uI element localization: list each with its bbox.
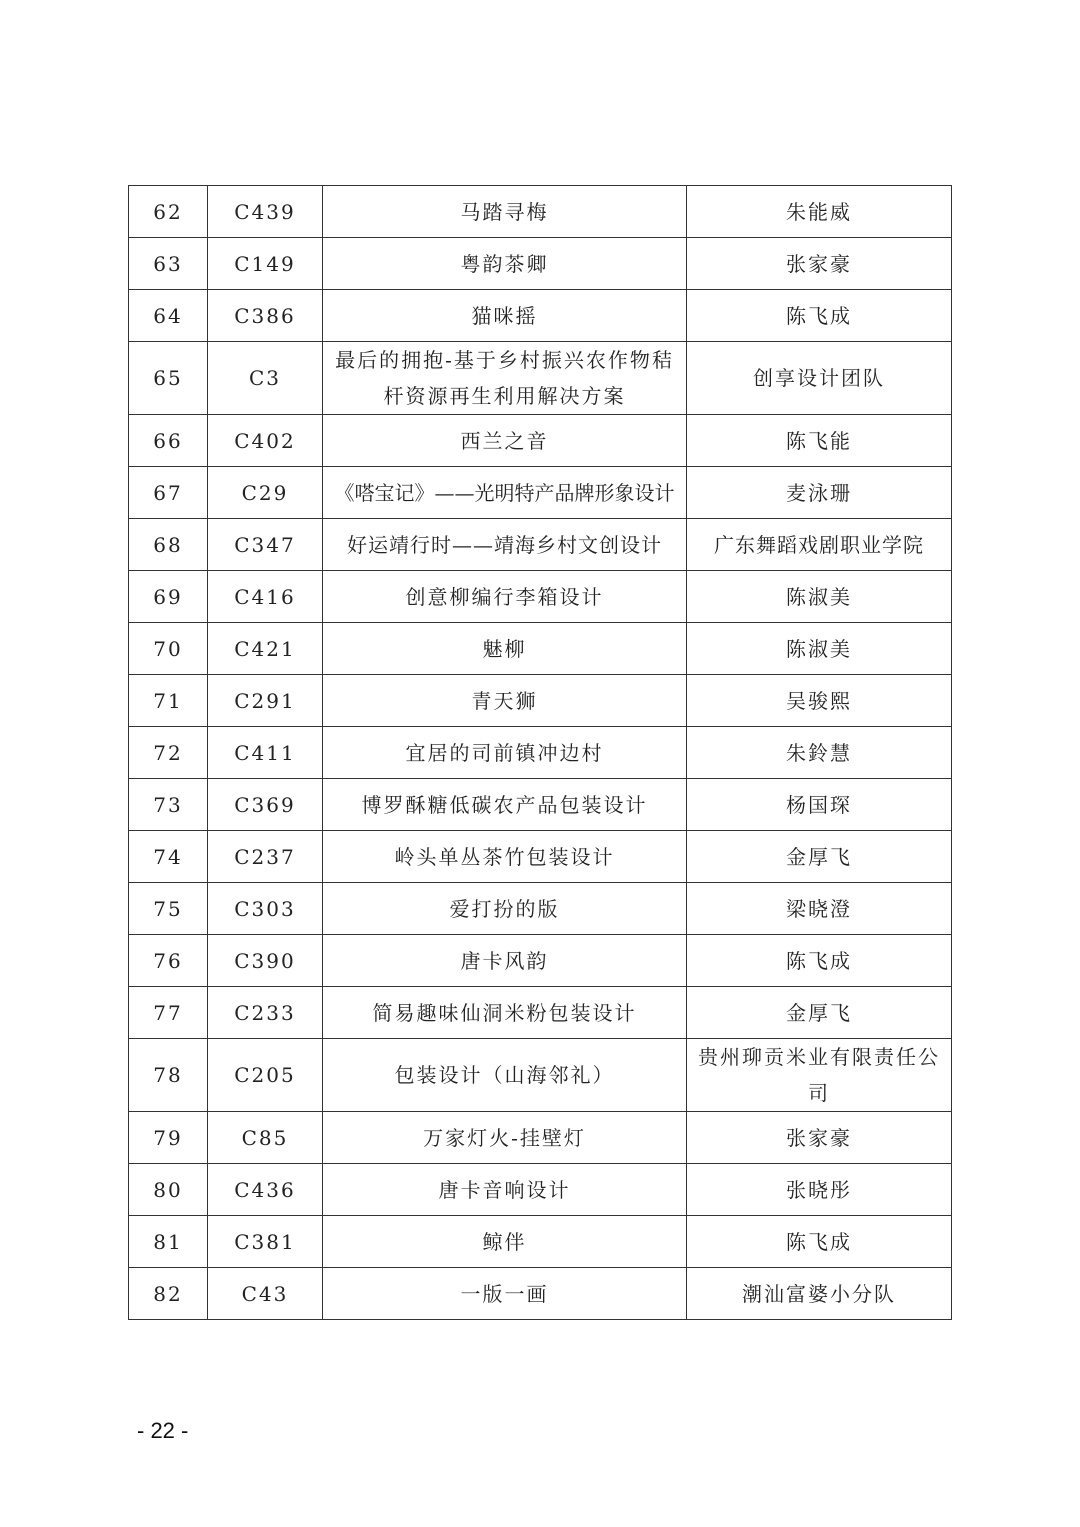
row-number-cell: 69 xyxy=(129,571,208,623)
row-number-cell: 70 xyxy=(129,623,208,675)
author-cell: 陈飞成 xyxy=(687,290,952,342)
work-title-cell: 西兰之音 xyxy=(323,415,687,467)
table-row xyxy=(129,571,952,623)
author-cell: 陈飞能 xyxy=(687,415,952,467)
work-title-cell: 粤韵茶卿 xyxy=(323,238,687,290)
work-title-cell: 唐卡音响设计 xyxy=(323,1164,687,1216)
entry-code-cell: C291 xyxy=(208,675,323,727)
row-number-cell: 63 xyxy=(129,238,208,290)
table-row xyxy=(129,1039,952,1112)
work-title-cell: 万家灯火-挂壁灯 xyxy=(323,1112,687,1164)
entry-code-cell: C43 xyxy=(208,1268,323,1320)
author-cell: 陈淑美 xyxy=(687,571,952,623)
entry-code-cell: C386 xyxy=(208,290,323,342)
row-number-cell: 66 xyxy=(129,415,208,467)
work-title-cell: 最后的拥抱-基于乡村振兴农作物秸杆资源再生利用解决方案 xyxy=(323,342,687,415)
work-title-cell: 包装设计（山海邻礼） xyxy=(323,1039,687,1112)
row-number-cell: 80 xyxy=(129,1164,208,1216)
table-row xyxy=(129,883,952,935)
author-cell: 张家豪 xyxy=(687,1112,952,1164)
table-row xyxy=(129,675,952,727)
table-row xyxy=(129,1268,952,1320)
author-cell: 贵州珋贡米业有限责任公司 xyxy=(687,1039,952,1112)
entry-code-cell: C436 xyxy=(208,1164,323,1216)
entry-code-cell: C439 xyxy=(208,186,323,238)
table-row xyxy=(129,831,952,883)
table-row xyxy=(129,186,952,238)
author-cell: 朱鈴慧 xyxy=(687,727,952,779)
entry-code-cell: C402 xyxy=(208,415,323,467)
author-cell: 陈淑美 xyxy=(687,623,952,675)
table-row xyxy=(129,987,952,1039)
entry-code-cell: C416 xyxy=(208,571,323,623)
row-number-cell: 79 xyxy=(129,1112,208,1164)
table-row xyxy=(129,727,952,779)
entry-code-cell: C205 xyxy=(208,1039,323,1112)
entry-code-cell: C390 xyxy=(208,935,323,987)
entry-code-cell: C149 xyxy=(208,238,323,290)
author-cell: 陈飞成 xyxy=(687,1216,952,1268)
row-number-cell: 82 xyxy=(129,1268,208,1320)
work-title-cell: 鲸伴 xyxy=(323,1216,687,1268)
work-title-cell: 《嗒宝记》——光明特产品牌形象设计 xyxy=(323,467,687,519)
row-number-cell: 77 xyxy=(129,987,208,1039)
table-row xyxy=(129,290,952,342)
author-cell: 吴骏熙 xyxy=(687,675,952,727)
author-cell: 陈飞成 xyxy=(687,935,952,987)
author-cell: 杨国琛 xyxy=(687,779,952,831)
work-title-cell: 爱打扮的版 xyxy=(323,883,687,935)
author-cell: 张晓彤 xyxy=(687,1164,952,1216)
row-number-cell: 72 xyxy=(129,727,208,779)
entry-code-cell: C347 xyxy=(208,519,323,571)
entry-code-cell: C237 xyxy=(208,831,323,883)
work-title-cell: 简易趣味仙洞米粉包装设计 xyxy=(323,987,687,1039)
author-cell: 麦泳珊 xyxy=(687,467,952,519)
entry-code-cell: C411 xyxy=(208,727,323,779)
row-number-cell: 74 xyxy=(129,831,208,883)
author-cell: 广东舞蹈戏剧职业学院 xyxy=(687,519,952,571)
work-title-cell: 唐卡风韵 xyxy=(323,935,687,987)
row-number-cell: 73 xyxy=(129,779,208,831)
row-number-cell: 81 xyxy=(129,1216,208,1268)
table-row xyxy=(129,467,952,519)
entry-code-cell: C381 xyxy=(208,1216,323,1268)
entry-code-cell: C303 xyxy=(208,883,323,935)
table-row xyxy=(129,1216,952,1268)
entry-code-cell: C29 xyxy=(208,467,323,519)
table-row xyxy=(129,935,952,987)
table-row xyxy=(129,779,952,831)
row-number-cell: 68 xyxy=(129,519,208,571)
author-cell: 张家豪 xyxy=(687,238,952,290)
work-title-cell: 宜居的司前镇冲边村 xyxy=(323,727,687,779)
row-number-cell: 62 xyxy=(129,186,208,238)
entry-code-cell: C369 xyxy=(208,779,323,831)
row-number-cell: 67 xyxy=(129,467,208,519)
page-number: - 22 - xyxy=(137,1418,189,1443)
table-row xyxy=(129,519,952,571)
work-title-cell: 博罗酥糖低碳农产品包装设计 xyxy=(323,779,687,831)
author-cell: 朱能威 xyxy=(687,186,952,238)
entry-code-cell: C233 xyxy=(208,987,323,1039)
work-title-cell: 好运靖行时——靖海乡村文创设计 xyxy=(323,519,687,571)
work-title-cell: 青天狮 xyxy=(323,675,687,727)
row-number-cell: 78 xyxy=(129,1039,208,1112)
entry-code-cell: C85 xyxy=(208,1112,323,1164)
table-row xyxy=(129,342,952,415)
author-cell: 梁晓澄 xyxy=(687,883,952,935)
entry-code-cell: C421 xyxy=(208,623,323,675)
author-cell: 金厚飞 xyxy=(687,987,952,1039)
row-number-cell: 76 xyxy=(129,935,208,987)
table-row xyxy=(129,1164,952,1216)
author-cell: 潮汕富婆小分队 xyxy=(687,1268,952,1320)
work-title-cell: 马踏寻梅 xyxy=(323,186,687,238)
table-row xyxy=(129,1112,952,1164)
work-title-cell: 猫咪摇 xyxy=(323,290,687,342)
row-number-cell: 71 xyxy=(129,675,208,727)
work-title-cell: 魅柳 xyxy=(323,623,687,675)
table-row xyxy=(129,415,952,467)
row-number-cell: 64 xyxy=(129,290,208,342)
author-cell: 金厚飞 xyxy=(687,831,952,883)
work-title-cell: 一版一画 xyxy=(323,1268,687,1320)
table-row xyxy=(129,238,952,290)
work-title-cell: 岭头单丛茶竹包装设计 xyxy=(323,831,687,883)
results-table xyxy=(128,185,952,1320)
entry-code-cell: C3 xyxy=(208,342,323,415)
row-number-cell: 75 xyxy=(129,883,208,935)
table-row xyxy=(129,623,952,675)
author-cell: 创享设计团队 xyxy=(687,342,952,415)
row-number-cell: 65 xyxy=(129,342,208,415)
work-title-cell: 创意柳编行李箱设计 xyxy=(323,571,687,623)
